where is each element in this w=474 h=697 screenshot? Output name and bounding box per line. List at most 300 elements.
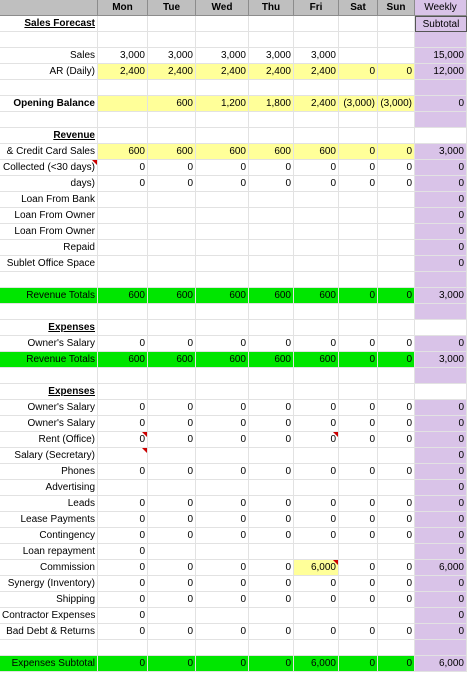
cell[interactable]: [339, 256, 378, 272]
cell[interactable]: [98, 272, 148, 288]
cell[interactable]: (3,000): [339, 96, 378, 112]
cell[interactable]: [339, 128, 378, 144]
cell[interactable]: [415, 384, 467, 400]
cell[interactable]: 0: [378, 336, 415, 352]
cell[interactable]: [196, 480, 249, 496]
cell[interactable]: [249, 208, 294, 224]
cell[interactable]: 6,000: [415, 560, 467, 576]
cell[interactable]: [98, 112, 148, 128]
cell[interactable]: 0: [415, 240, 467, 256]
cell[interactable]: [339, 16, 378, 32]
cell[interactable]: [249, 16, 294, 32]
cell[interactable]: 0: [294, 496, 339, 512]
row-label[interactable]: [0, 272, 98, 288]
cell[interactable]: [294, 112, 339, 128]
cell[interactable]: 0: [148, 656, 196, 672]
row-label[interactable]: days): [0, 176, 98, 192]
cell[interactable]: 0: [378, 560, 415, 576]
cell[interactable]: 0: [294, 400, 339, 416]
cell[interactable]: 0: [98, 592, 148, 608]
row-label[interactable]: Revenue: [0, 128, 98, 144]
cell[interactable]: [378, 480, 415, 496]
cell[interactable]: [148, 320, 196, 336]
cell[interactable]: [148, 240, 196, 256]
row-label[interactable]: Sales: [0, 48, 98, 64]
cell[interactable]: 0: [249, 656, 294, 672]
cell[interactable]: 0: [415, 192, 467, 208]
cell[interactable]: [339, 80, 378, 96]
cell[interactable]: 600: [294, 144, 339, 160]
cell[interactable]: 600: [249, 288, 294, 304]
cell[interactable]: [339, 32, 378, 48]
cell[interactable]: 0: [196, 576, 249, 592]
cell[interactable]: 0: [294, 336, 339, 352]
cell[interactable]: 0: [148, 624, 196, 640]
cell[interactable]: [378, 368, 415, 384]
cell[interactable]: [415, 368, 467, 384]
cell[interactable]: 0: [249, 160, 294, 176]
cell[interactable]: [98, 256, 148, 272]
cell[interactable]: 0: [98, 624, 148, 640]
cell[interactable]: [249, 128, 294, 144]
cell[interactable]: [339, 48, 378, 64]
cell[interactable]: 0: [415, 512, 467, 528]
cell[interactable]: 600: [98, 352, 148, 368]
cell[interactable]: [98, 448, 148, 464]
cell[interactable]: [196, 448, 249, 464]
cell[interactable]: [148, 608, 196, 624]
cell[interactable]: 0: [378, 464, 415, 480]
cell[interactable]: 0: [98, 512, 148, 528]
cell[interactable]: 0: [148, 336, 196, 352]
cell[interactable]: 0: [148, 528, 196, 544]
cell[interactable]: 0: [415, 480, 467, 496]
cell[interactable]: [148, 208, 196, 224]
cell[interactable]: 600: [148, 144, 196, 160]
cell[interactable]: [148, 32, 196, 48]
cell[interactable]: [148, 256, 196, 272]
cell[interactable]: 0: [294, 416, 339, 432]
row-label[interactable]: Shipping: [0, 592, 98, 608]
cell[interactable]: [98, 320, 148, 336]
row-label[interactable]: Repaid: [0, 240, 98, 256]
cell[interactable]: [294, 608, 339, 624]
row-label[interactable]: AR (Daily): [0, 64, 98, 80]
cell[interactable]: 0: [196, 528, 249, 544]
row-label[interactable]: Revenue Totals: [0, 352, 98, 368]
cell[interactable]: [196, 224, 249, 240]
cell[interactable]: [415, 32, 467, 48]
cell[interactable]: 6,000: [294, 560, 339, 576]
row-label[interactable]: Loan From Bank: [0, 192, 98, 208]
cell[interactable]: 0: [378, 576, 415, 592]
cell[interactable]: [249, 224, 294, 240]
row-label[interactable]: Advertising: [0, 480, 98, 496]
cell[interactable]: 0: [98, 560, 148, 576]
row-label[interactable]: Commission: [0, 560, 98, 576]
cell[interactable]: 2,400: [196, 64, 249, 80]
cell[interactable]: 600: [148, 352, 196, 368]
cell[interactable]: [415, 128, 467, 144]
cell[interactable]: 0: [339, 512, 378, 528]
cell[interactable]: [294, 304, 339, 320]
cell[interactable]: [98, 208, 148, 224]
cell[interactable]: 0: [294, 160, 339, 176]
cell[interactable]: 0: [378, 160, 415, 176]
cell[interactable]: [249, 384, 294, 400]
cell[interactable]: [294, 16, 339, 32]
cell[interactable]: [339, 608, 378, 624]
cell[interactable]: 0: [196, 512, 249, 528]
cell[interactable]: 0: [148, 416, 196, 432]
cell[interactable]: [339, 208, 378, 224]
column-header-thu[interactable]: Thu: [249, 0, 294, 16]
cell[interactable]: 0: [249, 336, 294, 352]
row-label[interactable]: Salary (Secretary): [0, 448, 98, 464]
cell[interactable]: 0: [196, 336, 249, 352]
cell[interactable]: 3,000: [415, 352, 467, 368]
cell[interactable]: 0: [249, 496, 294, 512]
cell[interactable]: [294, 80, 339, 96]
cell[interactable]: 0: [378, 352, 415, 368]
cell[interactable]: 0: [415, 416, 467, 432]
cell[interactable]: 0: [98, 176, 148, 192]
cell[interactable]: 0: [249, 592, 294, 608]
cell[interactable]: [294, 384, 339, 400]
cell[interactable]: 2,400: [148, 64, 196, 80]
cell[interactable]: [378, 128, 415, 144]
cell[interactable]: 0: [148, 592, 196, 608]
cell[interactable]: 0: [415, 528, 467, 544]
row-label[interactable]: Loan repayment: [0, 544, 98, 560]
cell[interactable]: [415, 320, 467, 336]
cell[interactable]: [378, 80, 415, 96]
cell[interactable]: 0: [249, 464, 294, 480]
cell[interactable]: 0: [339, 576, 378, 592]
cell[interactable]: 0: [378, 64, 415, 80]
cell[interactable]: 0: [148, 496, 196, 512]
cell[interactable]: 3,000: [98, 48, 148, 64]
cell[interactable]: [378, 48, 415, 64]
cell[interactable]: 0: [339, 176, 378, 192]
cell[interactable]: 0: [249, 560, 294, 576]
cell[interactable]: 0: [294, 176, 339, 192]
cell[interactable]: 2,400: [294, 64, 339, 80]
cell[interactable]: 0: [378, 624, 415, 640]
cell[interactable]: 0: [378, 176, 415, 192]
cell[interactable]: 6,000: [415, 656, 467, 672]
cell[interactable]: [339, 272, 378, 288]
row-label[interactable]: Lease Payments: [0, 512, 98, 528]
cell[interactable]: [339, 192, 378, 208]
cell[interactable]: [98, 16, 148, 32]
cell[interactable]: 0: [294, 512, 339, 528]
cell[interactable]: [249, 32, 294, 48]
cell[interactable]: [148, 480, 196, 496]
cell[interactable]: [98, 32, 148, 48]
cell[interactable]: 3,000: [249, 48, 294, 64]
cell[interactable]: 0: [196, 176, 249, 192]
cell[interactable]: 3,000: [294, 48, 339, 64]
cell[interactable]: [98, 384, 148, 400]
cell[interactable]: 0: [378, 144, 415, 160]
cell[interactable]: 0: [378, 512, 415, 528]
cell[interactable]: 0: [415, 576, 467, 592]
cell[interactable]: [378, 272, 415, 288]
cell[interactable]: [196, 544, 249, 560]
cell[interactable]: [294, 32, 339, 48]
cell[interactable]: 0: [196, 592, 249, 608]
cell[interactable]: 0: [148, 432, 196, 448]
cell[interactable]: 0: [98, 464, 148, 480]
cell[interactable]: 0: [249, 416, 294, 432]
cell[interactable]: 6,000: [294, 656, 339, 672]
cell[interactable]: 600: [98, 288, 148, 304]
row-label[interactable]: Synergy (Inventory): [0, 576, 98, 592]
cell[interactable]: 0: [148, 512, 196, 528]
cell[interactable]: 0: [294, 432, 339, 448]
cell[interactable]: [378, 448, 415, 464]
cell[interactable]: [148, 128, 196, 144]
cell[interactable]: 600: [196, 144, 249, 160]
cell[interactable]: 0: [249, 624, 294, 640]
cell[interactable]: [196, 192, 249, 208]
cell[interactable]: 0: [98, 416, 148, 432]
cell[interactable]: [294, 192, 339, 208]
cell[interactable]: [294, 448, 339, 464]
cell[interactable]: [98, 240, 148, 256]
cell[interactable]: 0: [339, 64, 378, 80]
row-label[interactable]: [0, 640, 98, 656]
cell[interactable]: 0: [98, 432, 148, 448]
cell[interactable]: [98, 192, 148, 208]
cell[interactable]: [249, 320, 294, 336]
cell[interactable]: 0: [415, 224, 467, 240]
row-label[interactable]: [0, 304, 98, 320]
cell[interactable]: [415, 112, 467, 128]
cell[interactable]: [196, 272, 249, 288]
cell[interactable]: 0: [415, 448, 467, 464]
cell[interactable]: [196, 608, 249, 624]
cell[interactable]: 0: [294, 624, 339, 640]
cell[interactable]: 3,000: [196, 48, 249, 64]
cell[interactable]: 0: [196, 496, 249, 512]
cell[interactable]: 0: [378, 496, 415, 512]
cell[interactable]: [249, 448, 294, 464]
cell[interactable]: 3,000: [415, 144, 467, 160]
cell[interactable]: [378, 240, 415, 256]
column-header-weekly[interactable]: Weekly: [415, 0, 467, 16]
cell[interactable]: 0: [98, 656, 148, 672]
cell[interactable]: 0: [339, 560, 378, 576]
cell[interactable]: [98, 480, 148, 496]
cell[interactable]: [148, 192, 196, 208]
cell[interactable]: [378, 256, 415, 272]
cell[interactable]: 0: [415, 432, 467, 448]
cell[interactable]: [98, 640, 148, 656]
cell[interactable]: [415, 272, 467, 288]
cell[interactable]: [294, 128, 339, 144]
cell[interactable]: [294, 240, 339, 256]
row-label[interactable]: Expenses: [0, 384, 98, 400]
row-label[interactable]: Contractor Expenses: [0, 608, 98, 624]
cell[interactable]: [378, 192, 415, 208]
cell[interactable]: 2,400: [294, 96, 339, 112]
cell[interactable]: 600: [294, 288, 339, 304]
cell[interactable]: [148, 544, 196, 560]
cell[interactable]: 0: [98, 336, 148, 352]
row-label[interactable]: Contingency: [0, 528, 98, 544]
cell[interactable]: 3,000: [148, 48, 196, 64]
cell[interactable]: 1,800: [249, 96, 294, 112]
cell[interactable]: [196, 16, 249, 32]
cell[interactable]: 0: [196, 160, 249, 176]
cell[interactable]: 0: [196, 432, 249, 448]
cell[interactable]: 0: [294, 528, 339, 544]
cell[interactable]: 0: [339, 352, 378, 368]
column-header-sat[interactable]: Sat: [339, 0, 378, 16]
cell[interactable]: 0: [294, 576, 339, 592]
cell[interactable]: [196, 304, 249, 320]
cell[interactable]: 0: [339, 288, 378, 304]
cell[interactable]: [196, 640, 249, 656]
cell[interactable]: 0: [339, 144, 378, 160]
cell[interactable]: 0: [98, 496, 148, 512]
cell[interactable]: 0: [378, 528, 415, 544]
cell[interactable]: 0: [415, 496, 467, 512]
cell[interactable]: 0: [339, 656, 378, 672]
cell[interactable]: [196, 128, 249, 144]
cell[interactable]: [148, 272, 196, 288]
cell[interactable]: 0: [249, 528, 294, 544]
cell[interactable]: [339, 368, 378, 384]
cell[interactable]: 0: [249, 176, 294, 192]
cell[interactable]: 0: [148, 160, 196, 176]
cell[interactable]: [196, 80, 249, 96]
column-header-wed[interactable]: Wed: [196, 0, 249, 16]
cell[interactable]: 0: [378, 432, 415, 448]
cell[interactable]: 2,400: [249, 64, 294, 80]
cell[interactable]: 0: [415, 544, 467, 560]
cell[interactable]: 0: [98, 576, 148, 592]
row-label[interactable]: Expenses Subtotal: [0, 656, 98, 672]
column-header-fri[interactable]: Fri: [294, 0, 339, 16]
cell[interactable]: 0: [339, 160, 378, 176]
cell[interactable]: [339, 240, 378, 256]
cell[interactable]: 0: [196, 400, 249, 416]
cell[interactable]: 600: [148, 288, 196, 304]
cell[interactable]: [196, 208, 249, 224]
cell[interactable]: [378, 608, 415, 624]
cell[interactable]: [98, 96, 148, 112]
row-label[interactable]: Collected (<30 days): [0, 160, 98, 176]
cell[interactable]: [294, 272, 339, 288]
cell[interactable]: 0: [339, 416, 378, 432]
cell[interactable]: 0: [148, 176, 196, 192]
cell[interactable]: [196, 256, 249, 272]
cell[interactable]: 0: [148, 560, 196, 576]
cell[interactable]: [249, 240, 294, 256]
cell[interactable]: [339, 224, 378, 240]
row-label[interactable]: Loan From Owner: [0, 224, 98, 240]
cell[interactable]: 600: [148, 96, 196, 112]
row-label[interactable]: Phones: [0, 464, 98, 480]
cell[interactable]: [294, 480, 339, 496]
cell[interactable]: [249, 112, 294, 128]
cell[interactable]: 0: [148, 464, 196, 480]
cell[interactable]: 0: [339, 496, 378, 512]
cell[interactable]: [378, 544, 415, 560]
cell[interactable]: [415, 640, 467, 656]
cell[interactable]: [378, 224, 415, 240]
cell[interactable]: 600: [249, 352, 294, 368]
cell[interactable]: [249, 544, 294, 560]
cell[interactable]: 0: [148, 400, 196, 416]
cell[interactable]: [249, 480, 294, 496]
cell[interactable]: [196, 320, 249, 336]
cell[interactable]: 0: [415, 176, 467, 192]
cell[interactable]: [249, 304, 294, 320]
row-label[interactable]: Revenue Totals: [0, 288, 98, 304]
row-label[interactable]: Rent (Office): [0, 432, 98, 448]
cell[interactable]: [196, 384, 249, 400]
row-label[interactable]: Expenses: [0, 320, 98, 336]
row-label[interactable]: [0, 80, 98, 96]
cell[interactable]: 0: [339, 624, 378, 640]
corner-header[interactable]: [0, 0, 98, 16]
cell[interactable]: [148, 112, 196, 128]
cell[interactable]: 0: [415, 592, 467, 608]
cell[interactable]: 0: [98, 608, 148, 624]
cell[interactable]: [98, 224, 148, 240]
cell[interactable]: [294, 320, 339, 336]
cell[interactable]: 600: [98, 144, 148, 160]
cell[interactable]: 0: [339, 528, 378, 544]
row-label[interactable]: Owner's Salary: [0, 416, 98, 432]
cell[interactable]: 0: [98, 544, 148, 560]
row-label[interactable]: Bad Debt & Returns: [0, 624, 98, 640]
cell[interactable]: [249, 608, 294, 624]
cell[interactable]: 0: [196, 656, 249, 672]
cell[interactable]: [196, 240, 249, 256]
cell[interactable]: [148, 384, 196, 400]
cell[interactable]: [148, 304, 196, 320]
row-label[interactable]: Loan From Owner: [0, 208, 98, 224]
cell[interactable]: [378, 320, 415, 336]
cell[interactable]: (3,000): [378, 96, 415, 112]
cell[interactable]: 0: [148, 576, 196, 592]
cell[interactable]: 1,200: [196, 96, 249, 112]
cell[interactable]: 0: [415, 624, 467, 640]
cell[interactable]: [378, 112, 415, 128]
row-label[interactable]: [0, 32, 98, 48]
cell[interactable]: 0: [378, 592, 415, 608]
column-header-tue[interactable]: Tue: [148, 0, 196, 16]
cell[interactable]: 0: [415, 400, 467, 416]
cell[interactable]: 0: [415, 256, 467, 272]
cell[interactable]: 0: [378, 400, 415, 416]
cell[interactable]: Subtotal: [415, 16, 467, 32]
cell[interactable]: [294, 544, 339, 560]
cell[interactable]: 3,000: [415, 288, 467, 304]
cell[interactable]: [98, 128, 148, 144]
cell[interactable]: 0: [249, 576, 294, 592]
cell[interactable]: 0: [249, 512, 294, 528]
cell[interactable]: [415, 80, 467, 96]
cell[interactable]: 2,400: [98, 64, 148, 80]
cell[interactable]: [294, 640, 339, 656]
cell[interactable]: [249, 192, 294, 208]
